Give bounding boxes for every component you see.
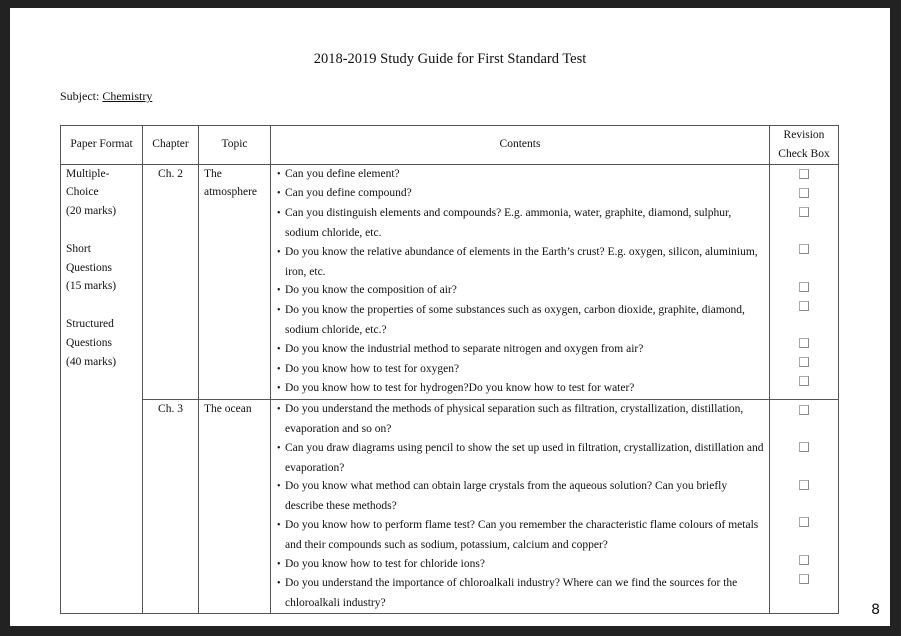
question-item [276,555,764,575]
bullet-icon: • [277,404,281,416]
question-text: Do you know how to test for chloride ions? [285,557,485,570]
header-topic: Topic [199,126,271,165]
format-marks: (15 marks) [66,280,117,293]
question-item [276,516,764,555]
question-text: Can you define element? [285,167,400,180]
bullet-icon: • [277,519,281,531]
topic-cell: The atmosphere [199,164,271,400]
question-item [276,360,764,380]
format-line: Questions [66,336,112,349]
study-guide-table [60,125,839,614]
question-item [276,204,764,243]
check-spacer [770,315,838,334]
revision-checkbox[interactable] [799,282,809,292]
format-line: Questions [66,261,112,274]
question-item [276,379,764,399]
revision-check-line [770,569,838,588]
contents-cell [271,400,770,614]
revision-checkbox[interactable] [799,574,809,584]
table-row-chapter-3 [61,400,839,614]
bullet-icon: • [277,168,281,180]
bullet-icon: • [277,305,281,317]
revision-checkbox[interactable] [799,301,809,311]
revision-check-line [770,513,838,532]
topic-cell: The ocean [199,400,271,614]
question-item [276,439,764,478]
table-row-chapter-2 [61,164,839,400]
page-number: 8 [871,602,880,618]
question-item [276,477,764,516]
revision-check-line [770,202,838,221]
document-page [10,8,890,626]
format-line: Structured [66,317,114,330]
revision-checkbox[interactable] [799,207,809,217]
check-spacer [770,588,838,607]
question-item [276,574,764,613]
check-spacer [770,457,838,476]
revision-checkbox[interactable] [799,169,809,179]
revision-check-line [770,438,838,457]
question-text: Do you know how to test for oxygen? [285,362,460,375]
question-text: Do you know the properties of some substances such as oxygen, carbon dioxide, graphite, diamond, sodium chloride, etc.? [285,304,745,336]
revision-check-line [770,334,838,353]
revision-check-line [770,165,838,184]
contents-cell [271,164,770,400]
revision-check-line [770,551,838,570]
question-text: Do you understand the methods of physical separation such as filtration, crystallization, distillation, evaporation and so on? [285,403,744,435]
revision-check-line [770,183,838,202]
revision-check-line [770,277,838,296]
question-text: Do you know the relative abundance of elements in the Earth’s crust? E.g. oxygen, silicon, aluminium, iron, etc. [285,245,758,278]
format-marks: (40 marks) [66,355,117,368]
bullet-icon: • [277,442,281,454]
format-line: Choice [66,186,99,199]
bullet-icon: • [277,285,281,297]
question-text: Do you know what method can obtain large crystals from the aqueous solution? Can you briefly describe these methods? [285,480,728,513]
chapter-cell: Ch. 3 [143,400,199,614]
revision-check-line [770,353,838,372]
bullet-icon: • [277,343,281,355]
revision-checkbox[interactable] [799,338,809,348]
revision-checkbox[interactable] [799,405,809,415]
question-text: Do you know how to perform flame test? Can you remember the characteristic flame colours of metals and their compounds such as sodium, potassium, calcium and copper? [285,518,759,551]
revision-checkbox[interactable] [799,188,809,198]
question-item [276,281,764,301]
paper-format-cell [61,164,143,613]
revision-checkbox[interactable] [799,376,809,386]
question-text: Do you understand the importance of chloroalkali industry? Where can we find the sources for the chloroalkali industry? [285,577,738,610]
check-box-cell [770,164,839,400]
question-item [276,301,764,340]
revision-checkbox[interactable] [799,244,809,254]
bullet-icon: • [277,188,281,200]
question-text: Do you know the composition of air? [285,284,457,297]
question-text: Can you distinguish elements and compounds? E.g. ammonia, water, graphite, diamond, sulphur, sodium chloride, etc. [285,207,732,239]
question-item [276,184,764,204]
paper-format-short-questions [66,240,137,296]
bullet-icon: • [277,246,281,258]
revision-checkbox[interactable] [799,517,809,527]
check-spacer [770,221,838,240]
revision-check-line [770,371,838,390]
revision-check-line [770,240,838,259]
table-header-row [61,126,839,165]
revision-check-line [770,400,838,419]
format-marks: (20 marks) [66,205,117,218]
header-revision-check-box [770,126,839,165]
document-title: 2018-2019 Study Guide for First Standard Test [313,51,587,67]
bullet-icon: • [277,383,281,395]
bullet-icon: • [277,578,281,590]
check-spacer [770,259,838,278]
subject-value: Chemistry [102,89,153,103]
header-chapter: Chapter [143,126,199,165]
revision-check-line [770,296,838,315]
check-box-cell [770,400,839,614]
subject-line [60,89,152,104]
revision-check-line [770,475,838,494]
question-item [276,243,764,282]
paper-format-structured-questions [66,315,137,371]
format-line: Short [66,242,91,255]
revision-checkbox[interactable] [799,555,809,565]
question-item [276,165,764,185]
bullet-icon: • [277,558,281,570]
question-text: Do you know how to test for hydrogen?Do you know how to test for water? [285,382,635,395]
check-spacer [770,419,838,438]
check-spacer [770,494,838,513]
header-check-line2: Check Box [778,147,830,160]
bullet-icon: • [277,481,281,493]
subject-label: Subject: [60,89,100,103]
question-text: Do you know the industrial method to separate nitrogen and oxygen from air? [285,342,644,355]
bullet-icon: • [277,208,281,220]
bullet-icon: • [277,363,281,375]
header-paper-format: Paper Format [61,126,143,165]
revision-checkbox[interactable] [799,357,809,367]
revision-checkbox[interactable] [799,480,809,490]
header-check-line1: Revision [783,129,825,141]
revision-checkbox[interactable] [799,442,809,452]
question-item [276,340,764,360]
question-text: Can you define compound? [285,187,412,200]
check-spacer [770,532,838,551]
header-contents: Contents [271,126,770,165]
chapter-cell: Ch. 2 [143,164,199,400]
paper-format-multiple-choice [66,165,137,221]
question-text: Can you draw diagrams using pencil to show the set up used in filtration, crystallization, distillation and evaporation? [285,441,764,474]
question-item [276,400,764,439]
format-line: Multiple- [66,167,110,180]
